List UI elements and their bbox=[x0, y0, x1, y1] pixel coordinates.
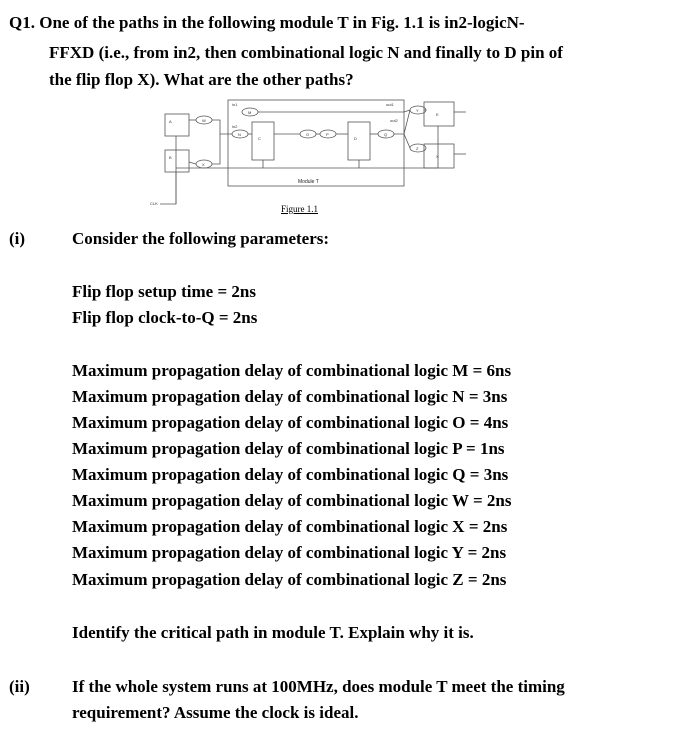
question-line-2: FFXD (i.e., from in2, then combinational logic N and finally to D pin of bbox=[49, 43, 563, 62]
in1-label: in1 bbox=[232, 102, 238, 107]
logic-x-label: X bbox=[202, 162, 205, 167]
flipflop-ffx bbox=[424, 144, 454, 168]
ff-e-label: E bbox=[436, 112, 439, 117]
part-ii-line-2: requirement? Assume the clock is ideal. bbox=[72, 703, 359, 722]
ff-b-d-pin: B bbox=[169, 155, 172, 160]
delay-m: Maximum propagation delay of combinational logic M = 6ns bbox=[72, 361, 512, 380]
delay-x: Maximum propagation delay of combinational logic X = 2ns bbox=[72, 517, 508, 536]
part-ii-line-1: If the whole system runs at 100MHz, does module T meet the timing bbox=[72, 677, 565, 696]
question-line-1: Q1. One of the paths in the following module T in Fig. 1.1 is in2-logicN- bbox=[9, 13, 525, 32]
delay-o: Maximum propagation delay of combinational logic O = 4ns bbox=[72, 413, 509, 432]
part-i-number: (i) bbox=[9, 229, 26, 248]
logic-p-label: P bbox=[326, 132, 329, 137]
part-i-task: Identify the critical path in module T. Explain why it is. bbox=[72, 623, 474, 642]
logic-m-label: M bbox=[248, 110, 252, 115]
ff-x-label: X bbox=[436, 154, 439, 159]
logic-n-label: N bbox=[238, 132, 241, 137]
delay-q: Maximum propagation delay of combinational logic Q = 3ns bbox=[72, 465, 509, 484]
logic-o-label: O bbox=[306, 132, 310, 137]
question-line-3: the flip flop X). What are the other paths? bbox=[49, 70, 354, 89]
ff-d-label: D bbox=[354, 136, 357, 141]
out1-label: out1 bbox=[386, 102, 394, 107]
circuit-diagram bbox=[148, 92, 484, 220]
delay-z: Maximum propagation delay of combinational logic Z = 2ns bbox=[72, 570, 507, 589]
figure-caption: Figure 1.1 bbox=[281, 204, 318, 214]
logic-z-label: Z bbox=[416, 146, 419, 151]
flipflop-b bbox=[165, 150, 189, 172]
module-boundary bbox=[228, 100, 404, 186]
logic-w-label: W bbox=[202, 118, 206, 123]
flipflop-e bbox=[424, 102, 454, 126]
module-t-label: Module T bbox=[298, 179, 319, 185]
flipflop-a bbox=[165, 114, 189, 136]
ff-a-d-pin: A bbox=[169, 119, 172, 124]
logic-q-label: Q bbox=[384, 132, 388, 137]
out2-label: out2 bbox=[390, 118, 398, 123]
param-clock-to-q: Flip flop clock-to-Q = 2ns bbox=[72, 308, 258, 327]
delay-y: Maximum propagation delay of combinational logic Y = 2ns bbox=[72, 543, 507, 562]
ff-c-label: C bbox=[258, 136, 261, 141]
delay-p: Maximum propagation delay of combinational logic P = 1ns bbox=[72, 439, 505, 458]
part-ii-number: (ii) bbox=[9, 677, 30, 696]
part-i-intro: Consider the following parameters: bbox=[72, 229, 330, 248]
flipflop-c bbox=[252, 122, 274, 160]
delay-n: Maximum propagation delay of combinational logic N = 3ns bbox=[72, 387, 508, 406]
param-setup-time: Flip flop setup time = 2ns bbox=[72, 282, 256, 301]
logic-y-label: Y bbox=[416, 108, 419, 113]
clk-label: CLK bbox=[150, 201, 158, 206]
in2-label: in2 bbox=[232, 124, 238, 129]
flipflop-d bbox=[348, 122, 370, 160]
delay-w: Maximum propagation delay of combinational logic W = 2ns bbox=[72, 491, 512, 510]
